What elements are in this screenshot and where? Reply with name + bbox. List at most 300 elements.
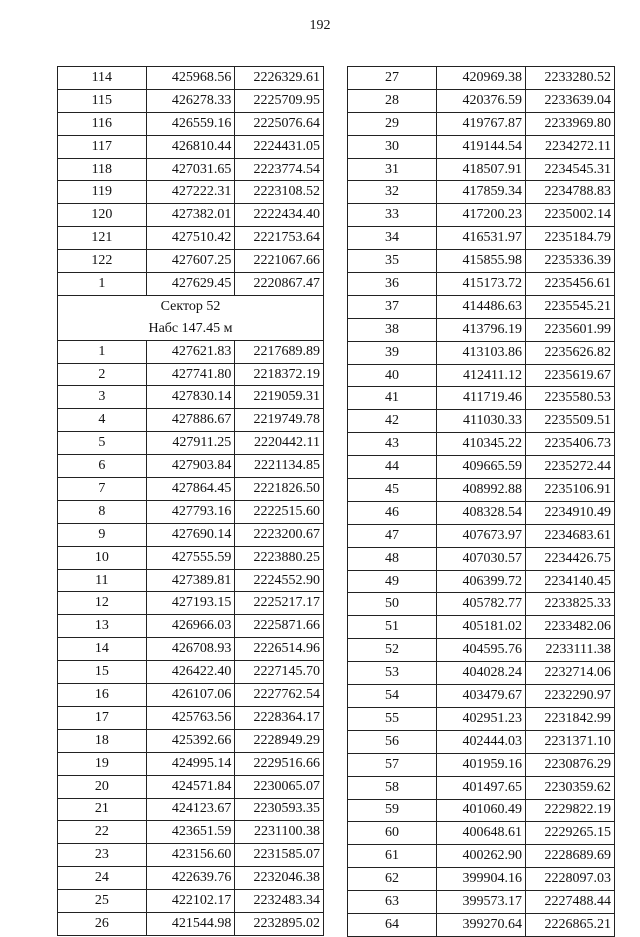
x-coordinate-cell: 410345.22 xyxy=(437,433,526,456)
table-row xyxy=(348,112,615,135)
table-row xyxy=(348,524,615,547)
table-row xyxy=(348,822,615,845)
x-coordinate-cell: 413796.19 xyxy=(437,318,526,341)
y-coordinate-cell: 2233639.04 xyxy=(526,89,615,112)
y-coordinate-cell: 2235456.61 xyxy=(526,273,615,296)
point-number-cell: 15 xyxy=(58,661,147,684)
y-coordinate-cell: 2235509.51 xyxy=(526,410,615,433)
table-row xyxy=(348,158,615,181)
x-coordinate-cell: 411719.46 xyxy=(437,387,526,410)
point-number-cell: 32 xyxy=(348,181,437,204)
point-number-cell: 28 xyxy=(348,89,437,112)
table-row xyxy=(58,821,324,844)
x-coordinate-cell: 426708.93 xyxy=(146,638,235,661)
point-number-cell: 114 xyxy=(58,67,147,90)
table-row xyxy=(348,570,615,593)
y-coordinate-cell: 2232895.02 xyxy=(235,912,324,935)
table-row xyxy=(348,204,615,227)
table-row xyxy=(58,798,324,821)
y-coordinate-cell: 2220442.11 xyxy=(235,432,324,455)
table-row xyxy=(348,547,615,570)
x-coordinate-cell: 425763.56 xyxy=(146,706,235,729)
sector-subtitle: Набс 147.45 м xyxy=(58,318,324,340)
x-coordinate-cell: 424571.84 xyxy=(146,775,235,798)
y-coordinate-cell: 2233111.38 xyxy=(526,639,615,662)
table-row xyxy=(348,913,615,936)
y-coordinate-cell: 2228689.69 xyxy=(526,845,615,868)
x-coordinate-cell: 427864.45 xyxy=(146,478,235,501)
point-number-cell: 39 xyxy=(348,341,437,364)
y-coordinate-cell: 2232714.06 xyxy=(526,662,615,685)
table-row xyxy=(348,753,615,776)
table-row xyxy=(58,273,324,296)
y-coordinate-cell: 2223774.54 xyxy=(235,158,324,181)
x-coordinate-cell: 403479.67 xyxy=(437,685,526,708)
table-row xyxy=(58,135,324,158)
point-number-cell: 12 xyxy=(58,592,147,615)
point-number-cell: 55 xyxy=(348,707,437,730)
point-number-cell: 34 xyxy=(348,227,437,250)
x-coordinate-cell: 427193.15 xyxy=(146,592,235,615)
table-row xyxy=(348,707,615,730)
y-coordinate-cell: 2227145.70 xyxy=(235,661,324,684)
x-coordinate-cell: 418507.91 xyxy=(437,158,526,181)
table-row xyxy=(348,616,615,639)
y-coordinate-cell: 2221067.66 xyxy=(235,250,324,273)
y-coordinate-cell: 2229822.19 xyxy=(526,799,615,822)
x-coordinate-cell: 401959.16 xyxy=(437,753,526,776)
x-coordinate-cell: 409665.59 xyxy=(437,456,526,479)
point-number-cell: 11 xyxy=(58,569,147,592)
left-coordinates-table xyxy=(57,66,324,936)
point-number-cell: 58 xyxy=(348,776,437,799)
point-number-cell: 5 xyxy=(58,432,147,455)
table-row xyxy=(58,204,324,227)
table-row xyxy=(58,340,324,363)
x-coordinate-cell: 411030.33 xyxy=(437,410,526,433)
x-coordinate-cell: 404595.76 xyxy=(437,639,526,662)
y-coordinate-cell: 2232483.34 xyxy=(235,890,324,913)
y-coordinate-cell: 2229516.66 xyxy=(235,752,324,775)
x-coordinate-cell: 419767.87 xyxy=(437,112,526,135)
point-number-cell: 59 xyxy=(348,799,437,822)
y-coordinate-cell: 2235619.67 xyxy=(526,364,615,387)
x-coordinate-cell: 417859.34 xyxy=(437,181,526,204)
point-number-cell: 13 xyxy=(58,615,147,638)
point-number-cell: 38 xyxy=(348,318,437,341)
point-number-cell: 22 xyxy=(58,821,147,844)
table-row xyxy=(58,523,324,546)
table-row xyxy=(58,706,324,729)
x-coordinate-cell: 408328.54 xyxy=(437,501,526,524)
x-coordinate-cell: 424995.14 xyxy=(146,752,235,775)
x-coordinate-cell: 399270.64 xyxy=(437,913,526,936)
y-coordinate-cell: 2235626.82 xyxy=(526,341,615,364)
y-coordinate-cell: 2233969.80 xyxy=(526,112,615,135)
y-coordinate-cell: 2223200.67 xyxy=(235,523,324,546)
table-row xyxy=(348,433,615,456)
y-coordinate-cell: 2230593.35 xyxy=(235,798,324,821)
y-coordinate-cell: 2224552.90 xyxy=(235,569,324,592)
x-coordinate-cell: 400648.61 xyxy=(437,822,526,845)
y-coordinate-cell: 2221753.64 xyxy=(235,227,324,250)
table-row xyxy=(348,776,615,799)
table-row xyxy=(58,478,324,501)
x-coordinate-cell: 425968.56 xyxy=(146,67,235,90)
point-number-cell: 48 xyxy=(348,547,437,570)
y-coordinate-cell: 2230876.29 xyxy=(526,753,615,776)
y-coordinate-cell: 2226865.21 xyxy=(526,913,615,936)
table-row xyxy=(58,363,324,386)
point-number-cell: 1 xyxy=(58,340,147,363)
y-coordinate-cell: 2230065.07 xyxy=(235,775,324,798)
x-coordinate-cell: 427621.83 xyxy=(146,340,235,363)
point-number-cell: 44 xyxy=(348,456,437,479)
table-row xyxy=(348,295,615,318)
point-number-cell: 40 xyxy=(348,364,437,387)
y-coordinate-cell: 2235336.39 xyxy=(526,250,615,273)
point-number-cell: 6 xyxy=(58,455,147,478)
table-row xyxy=(58,250,324,273)
y-coordinate-cell: 2234545.31 xyxy=(526,158,615,181)
x-coordinate-cell: 407030.57 xyxy=(437,547,526,570)
point-number-cell: 10 xyxy=(58,546,147,569)
x-coordinate-cell: 415855.98 xyxy=(437,250,526,273)
point-number-cell: 8 xyxy=(58,500,147,523)
sector-subtitle-row xyxy=(58,318,324,340)
y-coordinate-cell: 2231842.99 xyxy=(526,707,615,730)
x-coordinate-cell: 415173.72 xyxy=(437,273,526,296)
table-row xyxy=(58,615,324,638)
table-row xyxy=(58,867,324,890)
point-number-cell: 118 xyxy=(58,158,147,181)
y-coordinate-cell: 2234426.75 xyxy=(526,547,615,570)
x-coordinate-cell: 405181.02 xyxy=(437,616,526,639)
point-number-cell: 47 xyxy=(348,524,437,547)
table-row xyxy=(348,456,615,479)
point-number-cell: 25 xyxy=(58,890,147,913)
point-number-cell: 53 xyxy=(348,662,437,685)
sector-header xyxy=(58,295,324,340)
y-coordinate-cell: 2230359.62 xyxy=(526,776,615,799)
point-number-cell: 21 xyxy=(58,798,147,821)
y-coordinate-cell: 2234140.45 xyxy=(526,570,615,593)
y-coordinate-cell: 2217689.89 xyxy=(235,340,324,363)
left-table-rows-after xyxy=(58,340,324,935)
y-coordinate-cell: 2218372.19 xyxy=(235,363,324,386)
x-coordinate-cell: 400262.90 xyxy=(437,845,526,868)
x-coordinate-cell: 427555.59 xyxy=(146,546,235,569)
table-row xyxy=(348,67,615,90)
y-coordinate-cell: 2220867.47 xyxy=(235,273,324,296)
table-row xyxy=(348,89,615,112)
y-coordinate-cell: 2235002.14 xyxy=(526,204,615,227)
table-row xyxy=(348,662,615,685)
table-row xyxy=(58,546,324,569)
table-row xyxy=(348,479,615,502)
point-number-cell: 23 xyxy=(58,844,147,867)
x-coordinate-cell: 416531.97 xyxy=(437,227,526,250)
point-number-cell: 121 xyxy=(58,227,147,250)
y-coordinate-cell: 2221134.85 xyxy=(235,455,324,478)
table-row xyxy=(58,890,324,913)
table-row xyxy=(348,501,615,524)
x-coordinate-cell: 426278.33 xyxy=(146,89,235,112)
point-number-cell: 29 xyxy=(348,112,437,135)
y-coordinate-cell: 2232046.38 xyxy=(235,867,324,890)
x-coordinate-cell: 426422.40 xyxy=(146,661,235,684)
table-row xyxy=(58,227,324,250)
point-number-cell: 19 xyxy=(58,752,147,775)
table-row xyxy=(348,387,615,410)
table-row xyxy=(348,318,615,341)
y-coordinate-cell: 2227762.54 xyxy=(235,684,324,707)
table-row xyxy=(348,135,615,158)
point-number-cell: 2 xyxy=(58,363,147,386)
x-coordinate-cell: 427830.14 xyxy=(146,386,235,409)
y-coordinate-cell: 2219059.31 xyxy=(235,386,324,409)
table-row xyxy=(58,432,324,455)
point-number-cell: 64 xyxy=(348,913,437,936)
point-number-cell: 27 xyxy=(348,67,437,90)
x-coordinate-cell: 408992.88 xyxy=(437,479,526,502)
table-row xyxy=(58,181,324,204)
table-row xyxy=(348,891,615,914)
table-row xyxy=(58,844,324,867)
table-row xyxy=(58,775,324,798)
point-number-cell: 52 xyxy=(348,639,437,662)
y-coordinate-cell: 2233482.06 xyxy=(526,616,615,639)
point-number-cell: 51 xyxy=(348,616,437,639)
x-coordinate-cell: 405782.77 xyxy=(437,593,526,616)
y-coordinate-cell: 2225709.95 xyxy=(235,89,324,112)
x-coordinate-cell: 422639.76 xyxy=(146,867,235,890)
x-coordinate-cell: 427629.45 xyxy=(146,273,235,296)
x-coordinate-cell: 401497.65 xyxy=(437,776,526,799)
x-coordinate-cell: 419144.54 xyxy=(437,135,526,158)
y-coordinate-cell: 2228364.17 xyxy=(235,706,324,729)
table-row xyxy=(348,273,615,296)
table-row xyxy=(58,409,324,432)
x-coordinate-cell: 420376.59 xyxy=(437,89,526,112)
table-row xyxy=(58,684,324,707)
table-row xyxy=(58,752,324,775)
table-row xyxy=(348,799,615,822)
point-number-cell: 63 xyxy=(348,891,437,914)
x-coordinate-cell: 402444.03 xyxy=(437,730,526,753)
x-coordinate-cell: 423156.60 xyxy=(146,844,235,867)
point-number-cell: 24 xyxy=(58,867,147,890)
x-coordinate-cell: 427903.84 xyxy=(146,455,235,478)
x-coordinate-cell: 401060.49 xyxy=(437,799,526,822)
table-row xyxy=(348,845,615,868)
table-row xyxy=(58,661,324,684)
x-coordinate-cell: 424123.67 xyxy=(146,798,235,821)
y-coordinate-cell: 2234788.83 xyxy=(526,181,615,204)
table-row xyxy=(348,181,615,204)
x-coordinate-cell: 425392.66 xyxy=(146,729,235,752)
y-coordinate-cell: 2231371.10 xyxy=(526,730,615,753)
table-row xyxy=(348,685,615,708)
y-coordinate-cell: 2222515.60 xyxy=(235,500,324,523)
x-coordinate-cell: 420969.38 xyxy=(437,67,526,90)
x-coordinate-cell: 399573.17 xyxy=(437,891,526,914)
x-coordinate-cell: 422102.17 xyxy=(146,890,235,913)
y-coordinate-cell: 2234683.61 xyxy=(526,524,615,547)
x-coordinate-cell: 427510.42 xyxy=(146,227,235,250)
y-coordinate-cell: 2224431.05 xyxy=(235,135,324,158)
y-coordinate-cell: 2219749.78 xyxy=(235,409,324,432)
y-coordinate-cell: 2225076.64 xyxy=(235,112,324,135)
point-number-cell: 46 xyxy=(348,501,437,524)
x-coordinate-cell: 427389.81 xyxy=(146,569,235,592)
y-coordinate-cell: 2227488.44 xyxy=(526,891,615,914)
x-coordinate-cell: 426810.44 xyxy=(146,135,235,158)
point-number-cell: 4 xyxy=(58,409,147,432)
table-row xyxy=(58,386,324,409)
point-number-cell: 116 xyxy=(58,112,147,135)
left-table-rows-before xyxy=(58,67,324,296)
sector-title-row xyxy=(58,295,324,317)
table-row xyxy=(58,158,324,181)
x-coordinate-cell: 427741.80 xyxy=(146,363,235,386)
point-number-cell: 14 xyxy=(58,638,147,661)
table-row xyxy=(348,364,615,387)
y-coordinate-cell: 2231100.38 xyxy=(235,821,324,844)
y-coordinate-cell: 2235580.53 xyxy=(526,387,615,410)
table-row xyxy=(58,500,324,523)
point-number-cell: 7 xyxy=(58,478,147,501)
x-coordinate-cell: 404028.24 xyxy=(437,662,526,685)
point-number-cell: 35 xyxy=(348,250,437,273)
point-number-cell: 3 xyxy=(58,386,147,409)
y-coordinate-cell: 2226514.96 xyxy=(235,638,324,661)
y-coordinate-cell: 2229265.15 xyxy=(526,822,615,845)
table-row xyxy=(348,250,615,273)
y-coordinate-cell: 2226329.61 xyxy=(235,67,324,90)
point-number-cell: 61 xyxy=(348,845,437,868)
table-row xyxy=(348,730,615,753)
x-coordinate-cell: 421544.98 xyxy=(146,912,235,935)
x-coordinate-cell: 406399.72 xyxy=(437,570,526,593)
point-number-cell: 43 xyxy=(348,433,437,456)
point-number-cell: 115 xyxy=(58,89,147,112)
point-number-cell: 122 xyxy=(58,250,147,273)
table-row xyxy=(58,67,324,90)
y-coordinate-cell: 2235106.91 xyxy=(526,479,615,502)
point-number-cell: 20 xyxy=(58,775,147,798)
point-number-cell: 18 xyxy=(58,729,147,752)
point-number-cell: 62 xyxy=(348,868,437,891)
point-number-cell: 36 xyxy=(348,273,437,296)
x-coordinate-cell: 407673.97 xyxy=(437,524,526,547)
x-coordinate-cell: 414486.63 xyxy=(437,295,526,318)
point-number-cell: 49 xyxy=(348,570,437,593)
point-number-cell: 16 xyxy=(58,684,147,707)
y-coordinate-cell: 2228949.29 xyxy=(235,729,324,752)
point-number-cell: 1 xyxy=(58,273,147,296)
y-coordinate-cell: 2235406.73 xyxy=(526,433,615,456)
point-number-cell: 120 xyxy=(58,204,147,227)
point-number-cell: 57 xyxy=(348,753,437,776)
table-row xyxy=(58,569,324,592)
table-row xyxy=(58,112,324,135)
y-coordinate-cell: 2223108.52 xyxy=(235,181,324,204)
table-row xyxy=(58,455,324,478)
point-number-cell: 45 xyxy=(348,479,437,502)
point-number-cell: 60 xyxy=(348,822,437,845)
page-number: 192 xyxy=(309,18,331,33)
x-coordinate-cell: 423651.59 xyxy=(146,821,235,844)
x-coordinate-cell: 426559.16 xyxy=(146,112,235,135)
x-coordinate-cell: 402951.23 xyxy=(437,707,526,730)
point-number-cell: 33 xyxy=(348,204,437,227)
x-coordinate-cell: 426107.06 xyxy=(146,684,235,707)
x-coordinate-cell: 427382.01 xyxy=(146,204,235,227)
table-row xyxy=(348,341,615,364)
sector-title: Сектор 52 xyxy=(58,295,324,317)
y-coordinate-cell: 2233280.52 xyxy=(526,67,615,90)
table-row xyxy=(58,638,324,661)
x-coordinate-cell: 427222.31 xyxy=(146,181,235,204)
table-row xyxy=(348,227,615,250)
x-coordinate-cell: 427690.14 xyxy=(146,523,235,546)
right-coordinates-table xyxy=(347,66,615,937)
x-coordinate-cell: 427031.65 xyxy=(146,158,235,181)
point-number-cell: 37 xyxy=(348,295,437,318)
x-coordinate-cell: 427607.25 xyxy=(146,250,235,273)
y-coordinate-cell: 2222434.40 xyxy=(235,204,324,227)
table-row xyxy=(348,868,615,891)
point-number-cell: 41 xyxy=(348,387,437,410)
table-row xyxy=(58,729,324,752)
table-row xyxy=(58,912,324,935)
x-coordinate-cell: 417200.23 xyxy=(437,204,526,227)
x-coordinate-cell: 412411.12 xyxy=(437,364,526,387)
y-coordinate-cell: 2234272.11 xyxy=(526,135,615,158)
y-coordinate-cell: 2234910.49 xyxy=(526,501,615,524)
y-coordinate-cell: 2225871.66 xyxy=(235,615,324,638)
table-row xyxy=(348,593,615,616)
y-coordinate-cell: 2225217.17 xyxy=(235,592,324,615)
point-number-cell: 31 xyxy=(348,158,437,181)
y-coordinate-cell: 2235545.21 xyxy=(526,295,615,318)
point-number-cell: 54 xyxy=(348,685,437,708)
x-coordinate-cell: 399904.16 xyxy=(437,868,526,891)
table-row xyxy=(348,639,615,662)
point-number-cell: 9 xyxy=(58,523,147,546)
y-coordinate-cell: 2228097.03 xyxy=(526,868,615,891)
x-coordinate-cell: 413103.86 xyxy=(437,341,526,364)
y-coordinate-cell: 2221826.50 xyxy=(235,478,324,501)
point-number-cell: 42 xyxy=(348,410,437,433)
table-row xyxy=(58,89,324,112)
y-coordinate-cell: 2231585.07 xyxy=(235,844,324,867)
y-coordinate-cell: 2223880.25 xyxy=(235,546,324,569)
table-row xyxy=(58,592,324,615)
x-coordinate-cell: 427911.25 xyxy=(146,432,235,455)
point-number-cell: 119 xyxy=(58,181,147,204)
y-coordinate-cell: 2235184.79 xyxy=(526,227,615,250)
y-coordinate-cell: 2233825.33 xyxy=(526,593,615,616)
y-coordinate-cell: 2232290.97 xyxy=(526,685,615,708)
x-coordinate-cell: 427886.67 xyxy=(146,409,235,432)
y-coordinate-cell: 2235272.44 xyxy=(526,456,615,479)
x-coordinate-cell: 427793.16 xyxy=(146,500,235,523)
x-coordinate-cell: 426966.03 xyxy=(146,615,235,638)
y-coordinate-cell: 2235601.99 xyxy=(526,318,615,341)
point-number-cell: 26 xyxy=(58,912,147,935)
